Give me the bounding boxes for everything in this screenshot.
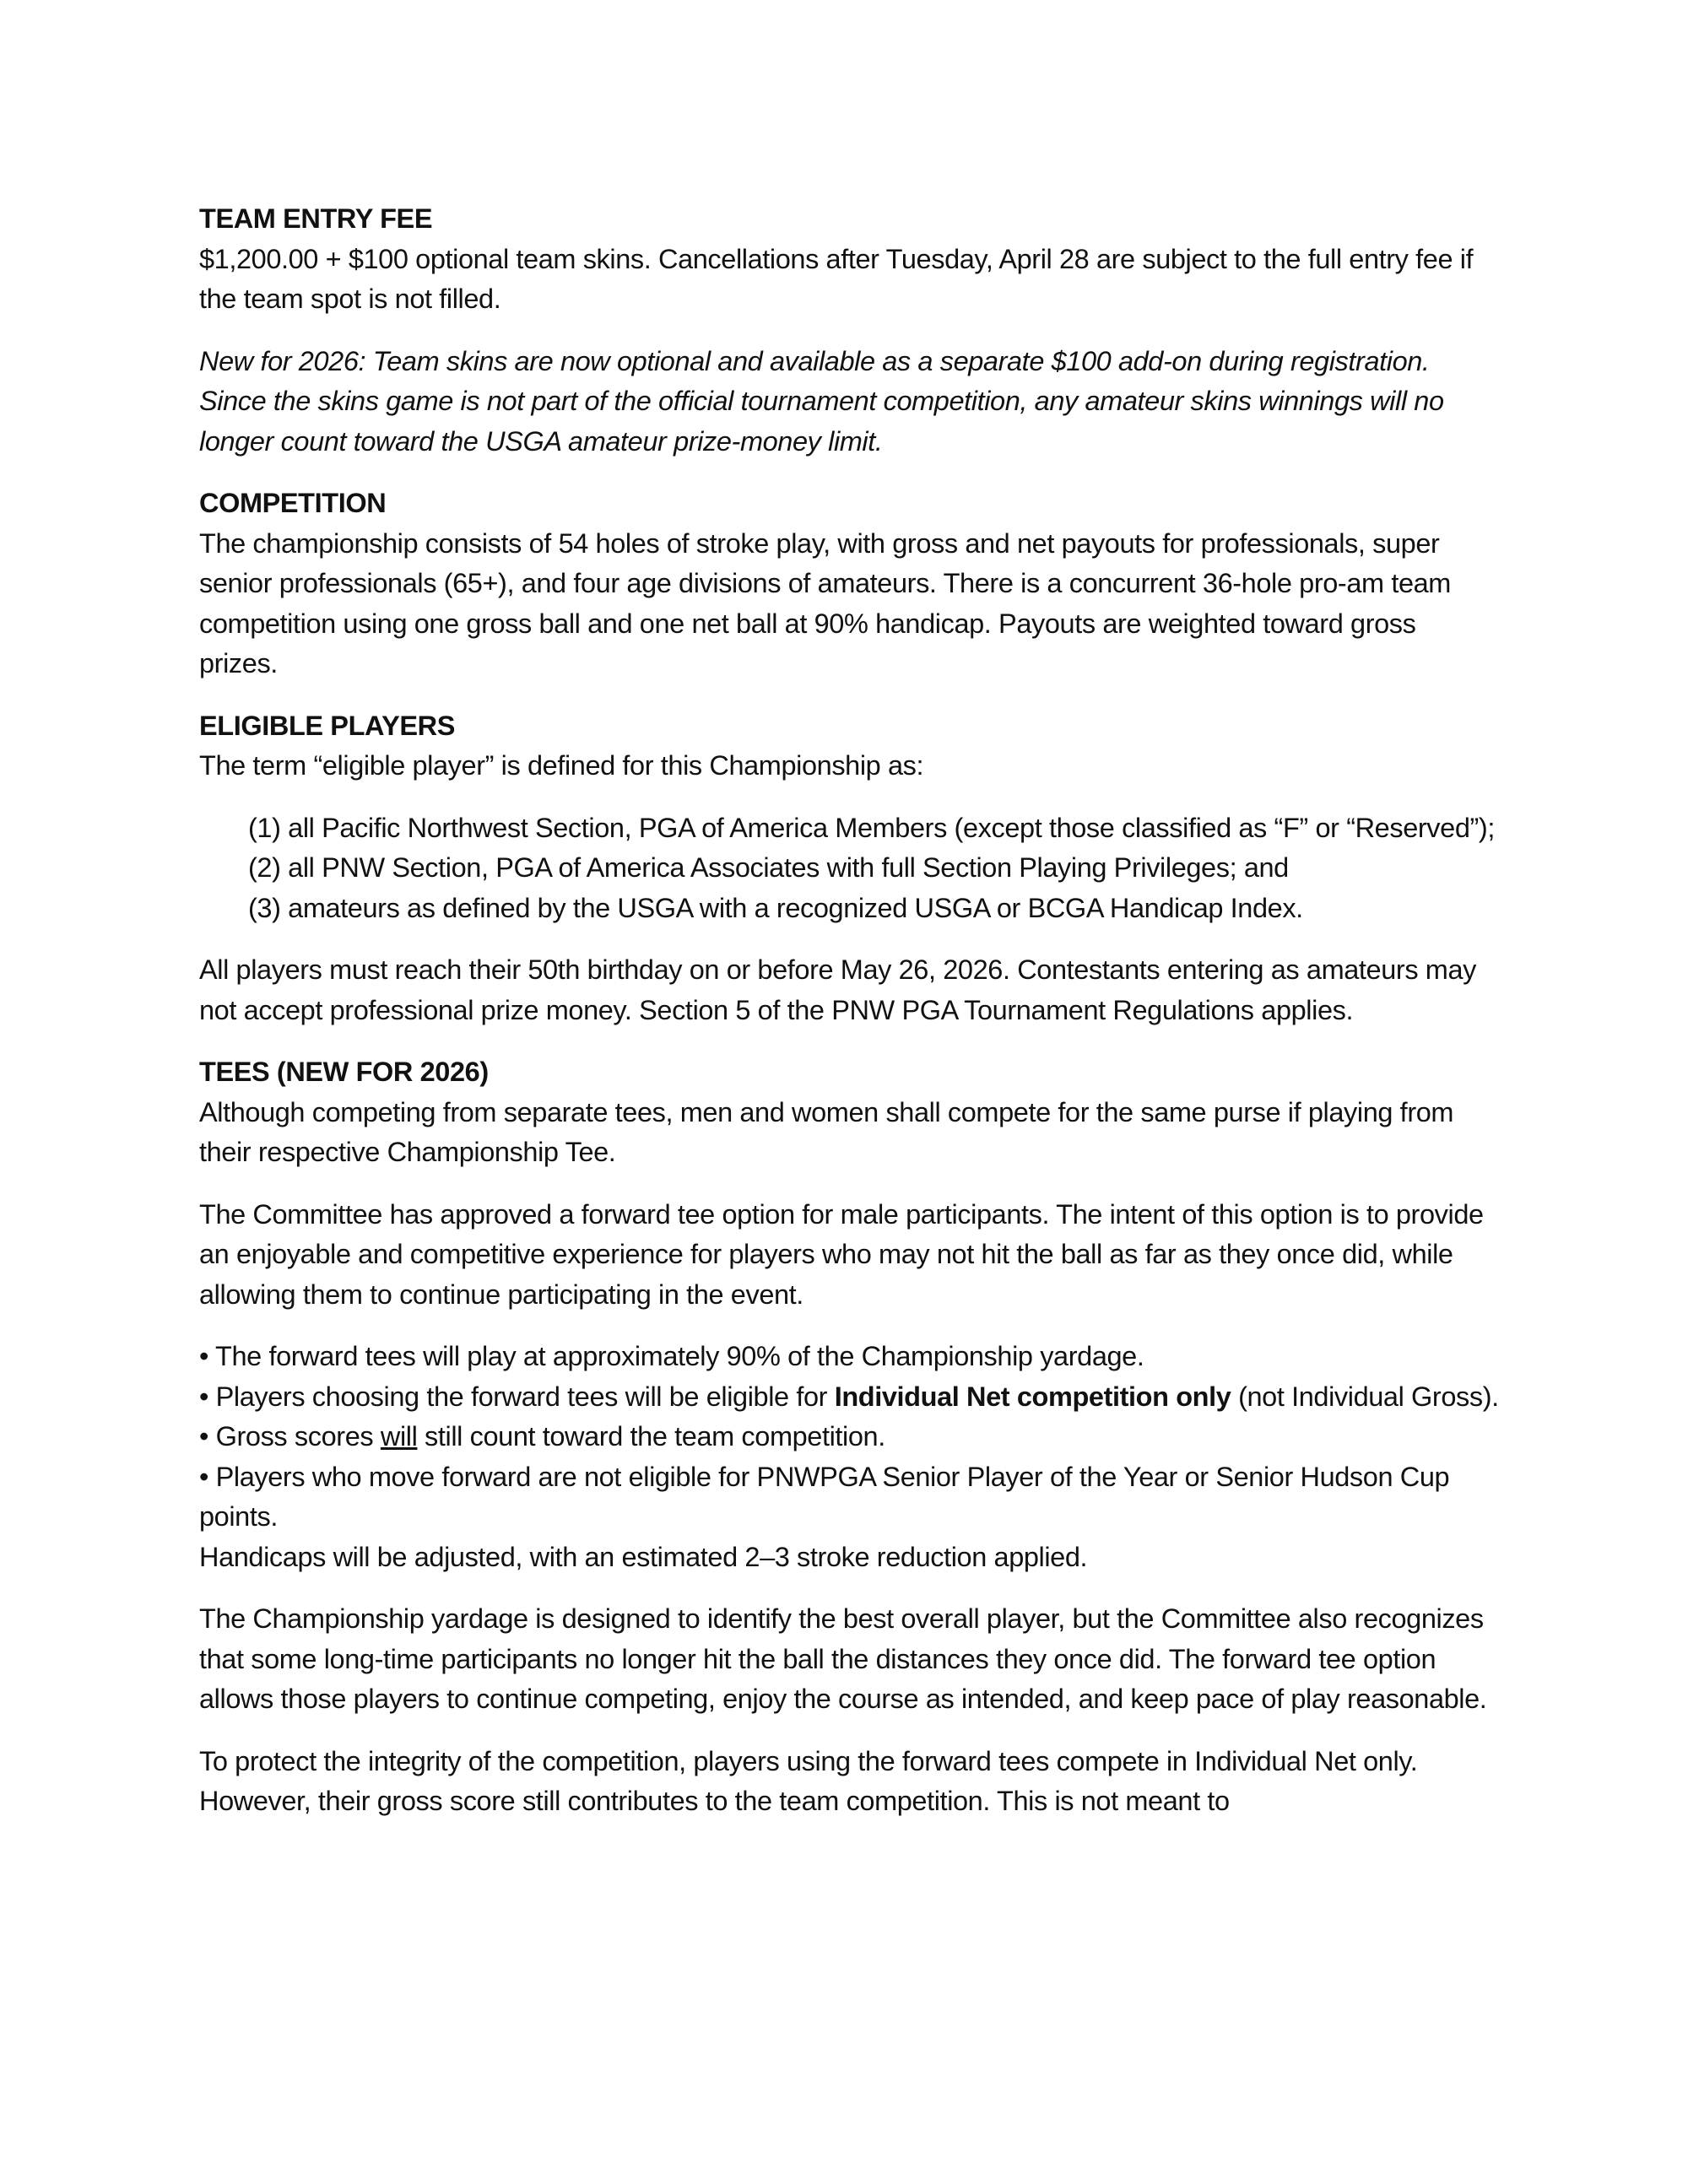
eligibility-item: (2) all PNW Section, PGA of America Associates with full Section Playing Privileges; and (248, 852, 1289, 883)
competition-body: The championship consists of 54 holes of stroke play, with gross and net payouts for professionals, super senior professionals (65+), and four age divisions of amateurs. There is a concurrent 36-hole pro-am team competition using one gross ball and one net ball at 90% handicap. Payouts are weighted toward gross prizes. (199, 527, 1451, 678)
eligible-players-closing: All players must reach their 50th birthday on or before May 26, 2026. Contestants entering as amateurs may not accept professional prize money. Section 5 of the PNW PGA Tournament Regulations applies. (199, 954, 1476, 1025)
tees-section (199, 1052, 1499, 1822)
eligible-players-heading: ELIGIBLE PLAYERS (199, 710, 456, 741)
competition-section (199, 484, 1499, 684)
team-entry-fee-heading: TEAM ENTRY FEE (199, 203, 433, 234)
bullet-item: • The forward tees will play at approximately 90% of the Championship yardage. (199, 1341, 1144, 1371)
tees-heading: TEES (NEW FOR 2026) (199, 1057, 489, 1087)
handicap-note: Handicaps will be adjusted, with an estimated 2–3 stroke reduction applied. (199, 1541, 1088, 1572)
tees-paragraph-1: Although competing from separate tees, men and women shall compete for the same purse if playing from their respective Championship Tee. (199, 1096, 1454, 1167)
document-page (199, 199, 1499, 1822)
team-entry-fee-section (199, 199, 1499, 462)
bullet-item (199, 1417, 1499, 1457)
tees-paragraph-4: To protect the integrity of the competition, players using the forward tees compete in Individual Net only. However, their gross score still contributes to the team competition. This is not meant to (199, 1745, 1418, 1816)
eligible-players-section (199, 706, 1499, 1031)
underlined-emphasis: will (380, 1421, 418, 1451)
bold-emphasis: Individual Net competition only (834, 1381, 1231, 1412)
tees-paragraph-3: The Championship yardage is designed to identify the best overall player, but the Committee also recognizes that some long-time participants no longer hit the ball the distances they once did. The forward tee option allows those players to continue competing, enjoy the course as intended, and keep pace of play reasonable. (199, 1603, 1487, 1714)
eligibility-list (199, 808, 1499, 929)
competition-heading: COMPETITION (199, 488, 387, 518)
eligible-players-intro: The term “eligible player” is defined for this Championship as: (199, 750, 924, 781)
tees-paragraph-2: The Committee has approved a forward tee option for male participants. The intent of this option is to provide an enjoyable and competitive experience for players who may not hit the ball as far as they once did, while allowing them to continue participating in the event. (199, 1198, 1484, 1310)
forward-tee-bullets (199, 1337, 1499, 1577)
bullet-item (199, 1377, 1499, 1418)
bullet-text: • Gross scores (199, 1421, 381, 1451)
team-skins-note: New for 2026: Team skins are now optional and available as a separate $100 add-on during registration. Since the skins game is not part of the official tournament competition, any amateur skins winnings will no longer count toward the USGA amateur prize-money limit. (199, 345, 1444, 457)
bullet-text: • Players choosing the forward tees will be eligible for (199, 1381, 835, 1412)
bullet-item: • Players who move forward are not eligible for PNWPGA Senior Player of the Year or Senior Hudson Cup points. (199, 1461, 1450, 1532)
bullet-text: (not Individual Gross). (1231, 1381, 1499, 1412)
bullet-text: still count toward the team competition. (417, 1421, 885, 1451)
eligibility-item: (3) amateurs as defined by the USGA with a recognized USGA or BCGA Handicap Index. (248, 892, 1303, 923)
team-entry-fee-body: $1,200.00 + $100 optional team skins. Cancellations after Tuesday, April 28 are subject to the full entry fee if the team spot is not filled. (199, 243, 1474, 314)
eligibility-item: (1) all Pacific Northwest Section, PGA of America Members (except those classified as “F” or “Reserved”); (248, 812, 1495, 843)
